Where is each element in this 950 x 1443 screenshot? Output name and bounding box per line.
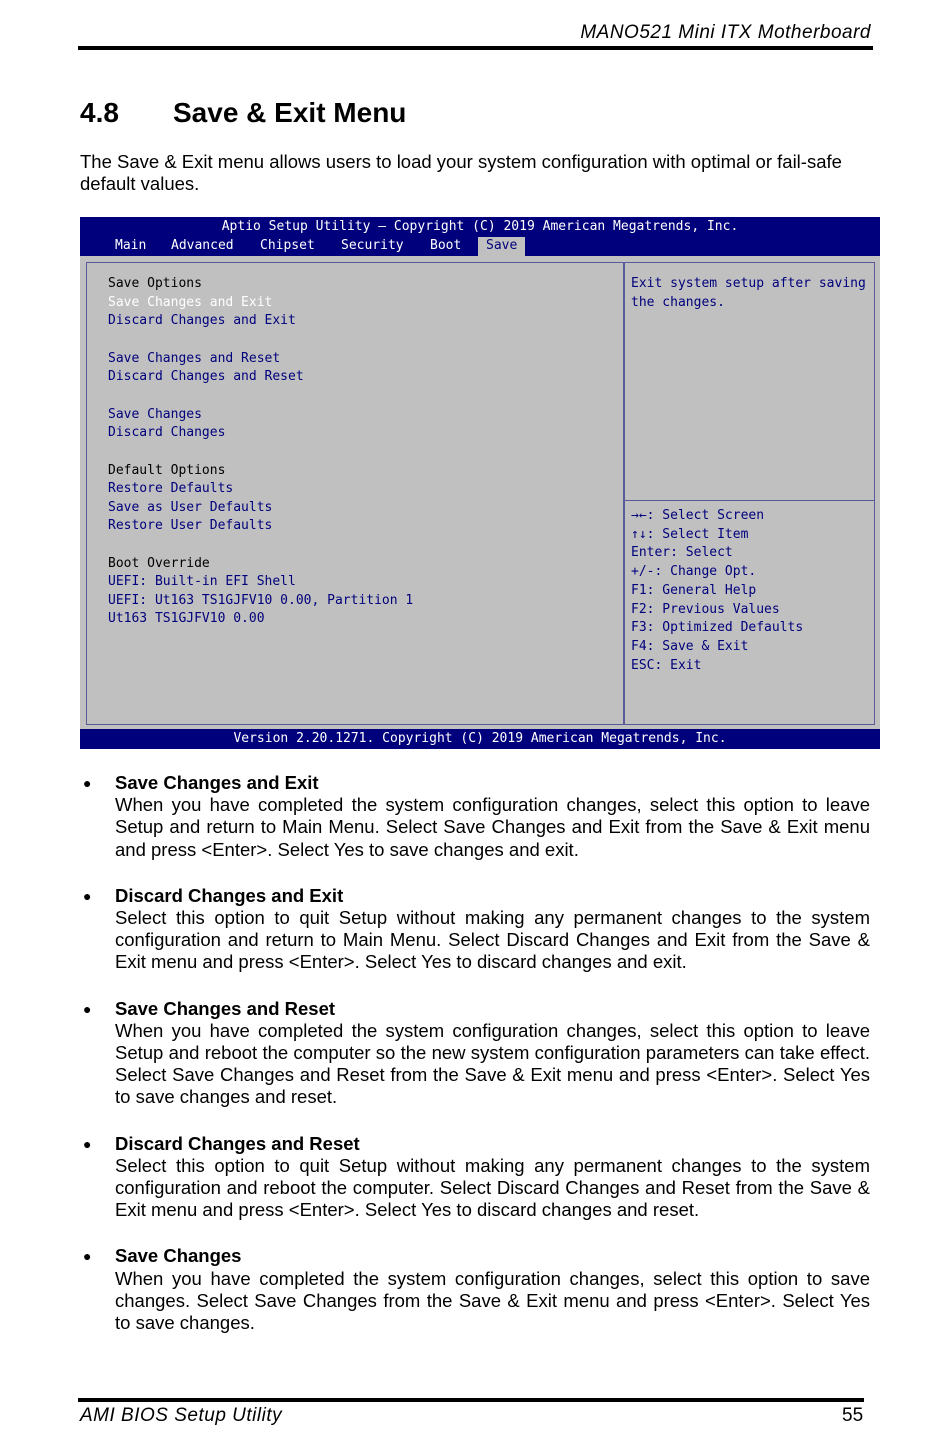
- section-number: 4.8: [80, 97, 119, 128]
- tab-save-exit[interactable]: Save: [478, 237, 525, 256]
- key-help-line: +/-: Change Opt.: [631, 564, 757, 580]
- page-number: 55: [842, 1405, 864, 1426]
- tab-advanced[interactable]: Advanced: [171, 238, 234, 253]
- section-heading: [80, 97, 406, 129]
- key-help-line: →←: Select Screen: [631, 508, 765, 523]
- bullet-icon: ●: [83, 887, 92, 904]
- menu-boot-uefi-partition[interactable]: UEFI: Ut163 TS1GJFV10 0.00, Partition 1: [108, 593, 414, 608]
- boot-override-heading: Boot Override: [108, 556, 210, 571]
- bullet-description: When you have completed the system configuration changes, select this option to leave Setup and return to Main Menu. Select Save Changes and Exit from the Save & Exit menu and press <Enter>. Select Yes to save changes and exit.: [115, 794, 870, 860]
- key-help-line: ESC: Exit: [631, 657, 702, 673]
- bullet-item: [80, 1245, 870, 1334]
- bullet-icon: ●: [83, 1000, 92, 1017]
- menu-discard-changes-and-exit[interactable]: Discard Changes and Exit: [108, 313, 296, 328]
- bios-screenshot: [80, 217, 880, 749]
- tab-boot[interactable]: Boot: [430, 238, 462, 253]
- bios-menu-panel: [86, 262, 624, 725]
- bios-body: [80, 256, 880, 729]
- menu-restore-defaults[interactable]: Restore Defaults: [108, 481, 234, 496]
- help-text-line: the changes.: [631, 295, 725, 310]
- menu-restore-user-defaults[interactable]: Restore User Defaults: [108, 518, 273, 533]
- save-options-heading: Save Options: [108, 276, 202, 291]
- help-text-line: Exit system setup after saving: [631, 276, 866, 291]
- bios-version-bar: Version 2.20.1271. Copyright (C) 2019 American Megatrends, Inc.: [80, 729, 880, 749]
- key-help-line: F1: General Help: [631, 582, 757, 598]
- bios-help-panel: [624, 262, 875, 725]
- bios-title-bar: [80, 217, 880, 256]
- bullet-description: Select this option to quit Setup without making any permanent changes to the system configuration and reboot the computer. Select Discard Changes and Reset from the Save & Exit menu and press <Enter>. Select Yes to discard changes and reset.: [115, 1154, 870, 1221]
- section-title: Save & Exit Menu: [173, 97, 407, 128]
- menu-save-as-user-defaults[interactable]: Save as User Defaults: [108, 500, 273, 515]
- bullet-item: [80, 998, 870, 1109]
- bullet-title: Save Changes: [115, 1245, 242, 1267]
- menu-save-changes[interactable]: Save Changes: [108, 407, 202, 422]
- key-help-line: F3: Optimized Defaults: [631, 620, 804, 636]
- running-footer: AMI BIOS Setup Utility: [80, 1405, 283, 1426]
- bullet-title: Save Changes and Reset: [115, 997, 336, 1019]
- bullet-item: [80, 885, 870, 974]
- menu-save-changes-and-exit[interactable]: Save Changes and Exit: [108, 295, 273, 310]
- bullet-item: [80, 772, 870, 861]
- tab-main[interactable]: Main: [115, 238, 147, 253]
- menu-boot-uefi-efi-shell[interactable]: UEFI: Built-in EFI Shell: [108, 574, 296, 589]
- intro-paragraph: The Save & Exit menu allows users to load your system configuration with optimal or fail-safe default values.: [80, 151, 842, 194]
- help-divider: [625, 500, 874, 501]
- footer-rule: [78, 1398, 864, 1402]
- bullet-title: Save Changes and Exit: [115, 772, 319, 793]
- tab-chipset[interactable]: Chipset: [260, 238, 315, 253]
- running-header: MANO521 Mini ITX Motherboard: [580, 22, 871, 43]
- bullet-icon: ●: [83, 1248, 92, 1265]
- bullet-icon: ●: [83, 775, 92, 791]
- bullet-description: When you have completed the system configuration changes, select this option to leave Setup and reboot the computer so the new system configuration parameters can take effect. Select Save Changes and Reset from the Save & Exit menu and press <Enter>. Select Yes to save changes and reset.: [115, 1019, 870, 1108]
- option-descriptions: [80, 772, 870, 1358]
- menu-discard-changes-and-reset[interactable]: Discard Changes and Reset: [108, 369, 304, 384]
- default-options-heading: Default Options: [108, 463, 226, 478]
- bullet-description: Select this option to quit Setup without making any permanent changes to the system configuration and return to Main Menu. Select Discard Changes and Exit from the Save & Exit menu and press <Enter>. Select Yes to discard changes and exit.: [115, 907, 870, 973]
- key-help-line: Enter: Select: [631, 545, 733, 561]
- menu-save-changes-and-reset[interactable]: Save Changes and Reset: [108, 351, 281, 366]
- header-rule: [78, 46, 873, 50]
- bullet-icon: ●: [83, 1135, 92, 1152]
- key-help-line: F4: Save & Exit: [631, 638, 749, 654]
- menu-boot-ut163[interactable]: Ut163 TS1GJFV10 0.00: [108, 611, 265, 626]
- tab-security[interactable]: Security: [341, 238, 404, 253]
- bullet-description: When you have completed the system configuration changes, select this option to save changes. Select Save Changes from the Save & Exit menu and press <Enter>. Select Yes to save changes.: [115, 1267, 870, 1334]
- key-help-line: F2: Previous Values: [631, 601, 780, 617]
- bullet-title: Discard Changes and Reset: [115, 1132, 360, 1154]
- bullet-title: Discard Changes and Exit: [115, 884, 344, 906]
- bios-copyright: Aptio Setup Utility – Copyright (C) 2019 American Megatrends, Inc.: [221, 219, 739, 234]
- bullet-item: [80, 1133, 870, 1222]
- menu-discard-changes[interactable]: Discard Changes: [108, 425, 226, 440]
- key-help-line: ↑↓: Select Item: [631, 526, 749, 542]
